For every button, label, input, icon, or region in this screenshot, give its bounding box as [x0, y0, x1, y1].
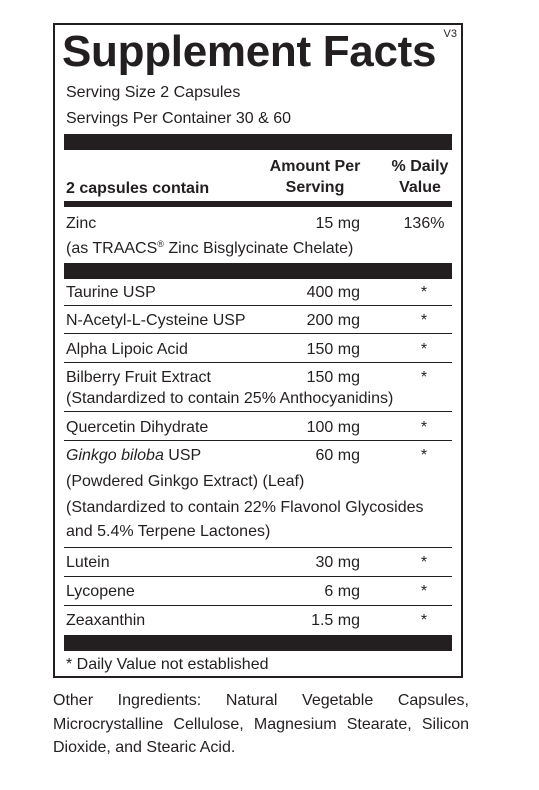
ingredient-amount: 1.5 mg [311, 612, 360, 629]
ingredient-amount: 60 mg [315, 447, 360, 464]
header-amount [260, 156, 370, 198]
name-suffix: USP [163, 447, 202, 464]
ingredient-daily-value: * [420, 341, 428, 358]
ingredient-daily-value: * [420, 419, 428, 436]
ingredient-name: N-Acetyl-L-Cysteine USP [66, 312, 246, 329]
panel-title: Supplement Facts [62, 27, 437, 76]
row-divider [64, 305, 452, 306]
header-contain: 2 capsules contain [66, 180, 210, 197]
row-divider [64, 576, 452, 577]
other-ingredients: Other Ingredients: Natural Vegetable Capsules, Microcrystalline Cellulose, Magnesium Stearate, Silicon Dioxide, and Stearic Acid. [53, 692, 469, 756]
ingredient-standardization: (Standardized to contain 22% Flavonol Glycosides [66, 499, 424, 516]
source-text: Zinc Bisglycinate Chelate) [163, 240, 354, 257]
row-divider [64, 605, 452, 606]
ingredient-standardization: and 5.4% Terpene Lactones) [66, 523, 271, 540]
row-divider [64, 547, 452, 548]
ingredient-daily-value: * [420, 554, 428, 571]
ingredient-amount: 30 mg [315, 554, 360, 571]
ingredient-name: Zeaxanthin [66, 612, 146, 629]
ingredient-name: Lutein [66, 554, 110, 571]
version-label: V3 [443, 28, 457, 40]
botanical-name: Ginkgo biloba [66, 447, 164, 464]
row-divider [64, 440, 452, 441]
row-divider [64, 362, 452, 363]
nutrient-amount: 15 mg [315, 215, 360, 232]
thick-divider [64, 134, 452, 150]
thick-divider [64, 635, 452, 651]
row-divider [64, 411, 452, 412]
registered-mark: ® [157, 239, 164, 249]
header-dv-line2: Value [399, 179, 441, 196]
ingredient-daily-value: * [420, 612, 428, 629]
ingredient-standardization: (Standardized to contain 25% Anthocyanidins) [66, 390, 394, 407]
ingredient-name [66, 446, 201, 465]
serving-size: Serving Size 2 Capsules [66, 84, 241, 101]
ingredient-daily-value: * [420, 312, 428, 329]
source-text: (as TRAACS [66, 240, 158, 257]
ingredient-amount: 200 mg [306, 312, 360, 329]
ingredient-amount: 6 mg [324, 583, 360, 600]
footnote: * Daily Value not established [66, 656, 269, 673]
ingredient-daily-value: * [420, 284, 428, 301]
ingredient-daily-value: * [420, 447, 428, 464]
servings-per-container: Servings Per Container 30 & 60 [66, 110, 292, 127]
ingredient-amount: 150 mg [306, 341, 360, 358]
ingredient-amount: 400 mg [306, 284, 360, 301]
thick-divider [64, 263, 452, 279]
medium-divider [64, 201, 452, 207]
header-amount-line2: Serving [285, 179, 345, 196]
nutrient-source [66, 235, 353, 258]
header-dv-line1: % Daily [391, 158, 449, 175]
header-amount-line1: Amount Per [269, 158, 361, 175]
header-daily-value [380, 156, 460, 198]
ingredient-name: Bilberry Fruit Extract [66, 369, 211, 386]
supplement-facts-panel [53, 23, 463, 678]
ingredient-daily-value: * [420, 583, 428, 600]
ingredient-name: Quercetin Dihydrate [66, 419, 209, 436]
ingredient-amount: 100 mg [306, 419, 360, 436]
nutrient-name: Zinc [66, 215, 97, 232]
nutrient-daily-value: 136% [403, 215, 445, 232]
ingredient-name: Lycopene [66, 583, 135, 600]
ingredient-description: (Powdered Ginkgo Extract) (Leaf) [66, 473, 305, 490]
ingredient-amount: 150 mg [306, 369, 360, 386]
row-divider [64, 333, 452, 334]
ingredient-daily-value: * [420, 369, 428, 386]
ingredient-name: Taurine USP [66, 284, 156, 301]
ingredient-name: Alpha Lipoic Acid [66, 341, 188, 358]
